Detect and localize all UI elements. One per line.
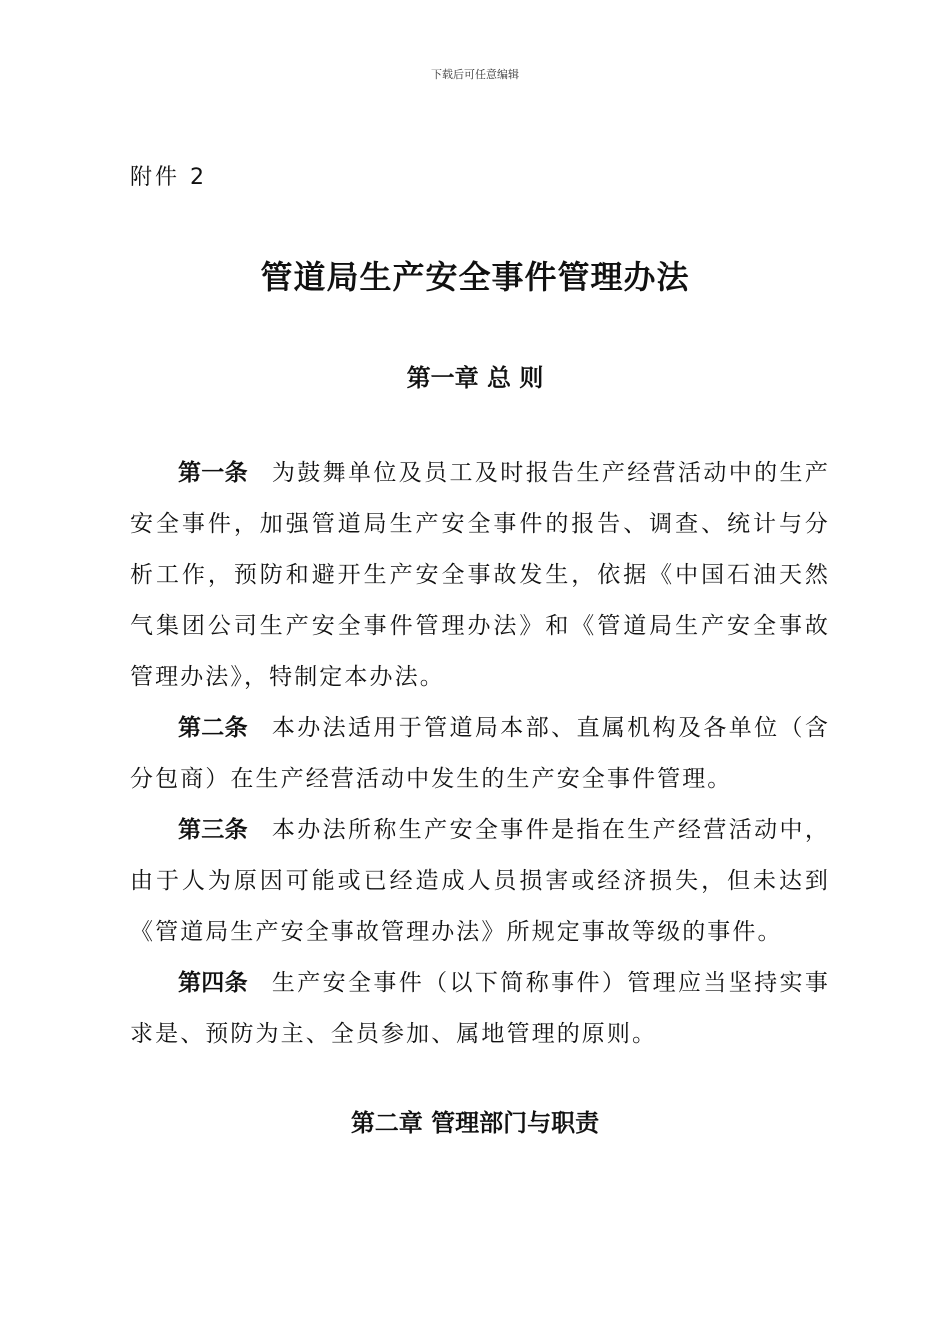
page-header: 下载后可任意编辑 xyxy=(431,68,519,81)
document-title: 管道局生产安全事件管理办法 xyxy=(260,258,690,296)
article-label: 第一条 xyxy=(178,460,248,486)
attachment-label: 附件 2 xyxy=(130,165,207,190)
chapter-2-heading: 第二章 管理部门与职责 xyxy=(350,1108,600,1137)
article-text: 本办法适用于管道局本部、直属机构及各单位（含分包商）在生产经营活动中发生的生产安全事件管理。 xyxy=(130,715,831,792)
article-text: 本办法所称生产安全事件是指在生产经营活动中，由于人为原因可能或已经造成人员损害或经济损失，但未达到《管道局生产安全事故管理办法》所规定事故等级的事件。 xyxy=(130,817,831,945)
article-label: 第二条 xyxy=(178,715,248,741)
article-label: 第四条 xyxy=(178,970,248,996)
article-2 xyxy=(130,703,830,805)
article-1 xyxy=(130,448,830,703)
article-4 xyxy=(130,958,830,1060)
article-label: 第三条 xyxy=(178,817,248,843)
chapter-1-heading: 第一章 总 则 xyxy=(406,363,544,392)
chapter-1-articles xyxy=(130,448,830,1060)
article-text: 生产安全事件（以下简称事件）管理应当坚持实事求是、预防为主、全员参加、属地管理的原则。 xyxy=(130,970,831,1047)
article-text: 为鼓舞单位及员工及时报告生产经营活动中的生产安全事件，加强管道局生产安全事件的报告、调查、统计与分析工作，预防和避开生产安全事故发生，依据《中国石油天然气集团公司生产安全事件管理办法》和《管道局生产安全事故管理办法》，特制定本办法。 xyxy=(130,460,831,690)
article-3 xyxy=(130,805,830,958)
